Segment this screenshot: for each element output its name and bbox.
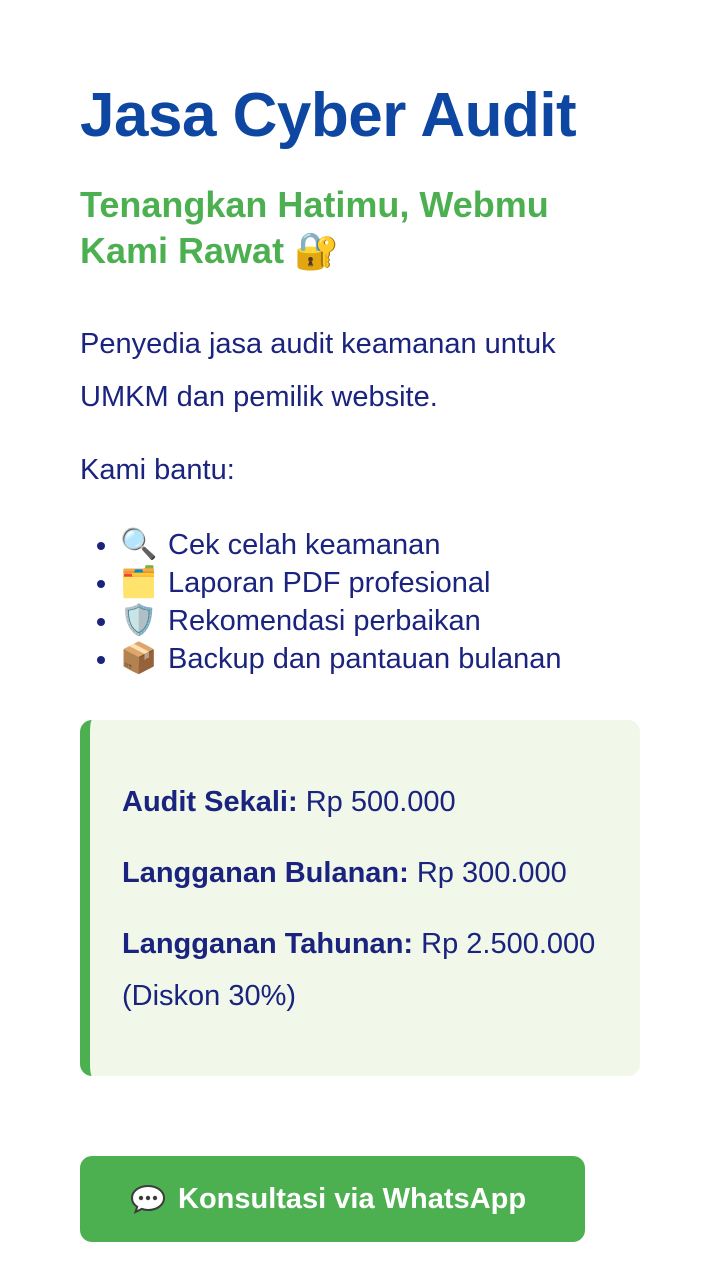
pricing-box [80, 720, 640, 1076]
plan-name: Audit Sekali: [122, 786, 298, 818]
plan-price: Rp 500.000 [305, 786, 456, 818]
package-icon: 📦 [120, 642, 158, 675]
shield-icon: 🛡️ [120, 604, 158, 637]
price-row-yearly [122, 918, 610, 1022]
plan-price: Rp 300.000 [416, 857, 567, 889]
plan-name: Langganan Bulanan: [122, 857, 409, 889]
intro-lead: Kami bantu: [80, 454, 235, 486]
plan-price: Rp 2.500.000 (Diskon 30%) [122, 928, 596, 1012]
plan-name: Langganan Tahunan: [122, 928, 414, 960]
magnifier-icon: 🔍 [120, 528, 158, 561]
page-subtitle [80, 182, 640, 274]
subtitle-text: Tenangkan Hatimu, Webmu Kami Rawat [80, 184, 549, 271]
list-item [120, 526, 640, 564]
list-item [120, 602, 640, 640]
whatsapp-consult-button[interactable] [80, 1156, 585, 1242]
feature-list [80, 526, 640, 678]
intro-description: Penyedia jasa audit keamanan untuk UMKM dan pemilik website. [80, 328, 556, 413]
page-title: Jasa Cyber Audit [80, 81, 577, 150]
list-item [120, 564, 640, 602]
speech-bubble-icon [130, 1184, 166, 1214]
feature-label: Backup dan pantauan bulanan [168, 643, 562, 675]
feature-label: Rekomendasi perbaikan [168, 605, 481, 637]
list-item [120, 640, 640, 678]
feature-label: Laporan PDF profesional [168, 567, 491, 599]
folder-icon: 🗂️ [120, 566, 158, 599]
feature-label: Cek celah keamanan [168, 529, 441, 561]
price-row-audit-once [122, 776, 610, 828]
lock-key-icon: 🔐 [294, 230, 339, 271]
cta-label: Konsultasi via WhatsApp [178, 1182, 527, 1215]
price-row-monthly [122, 847, 610, 899]
